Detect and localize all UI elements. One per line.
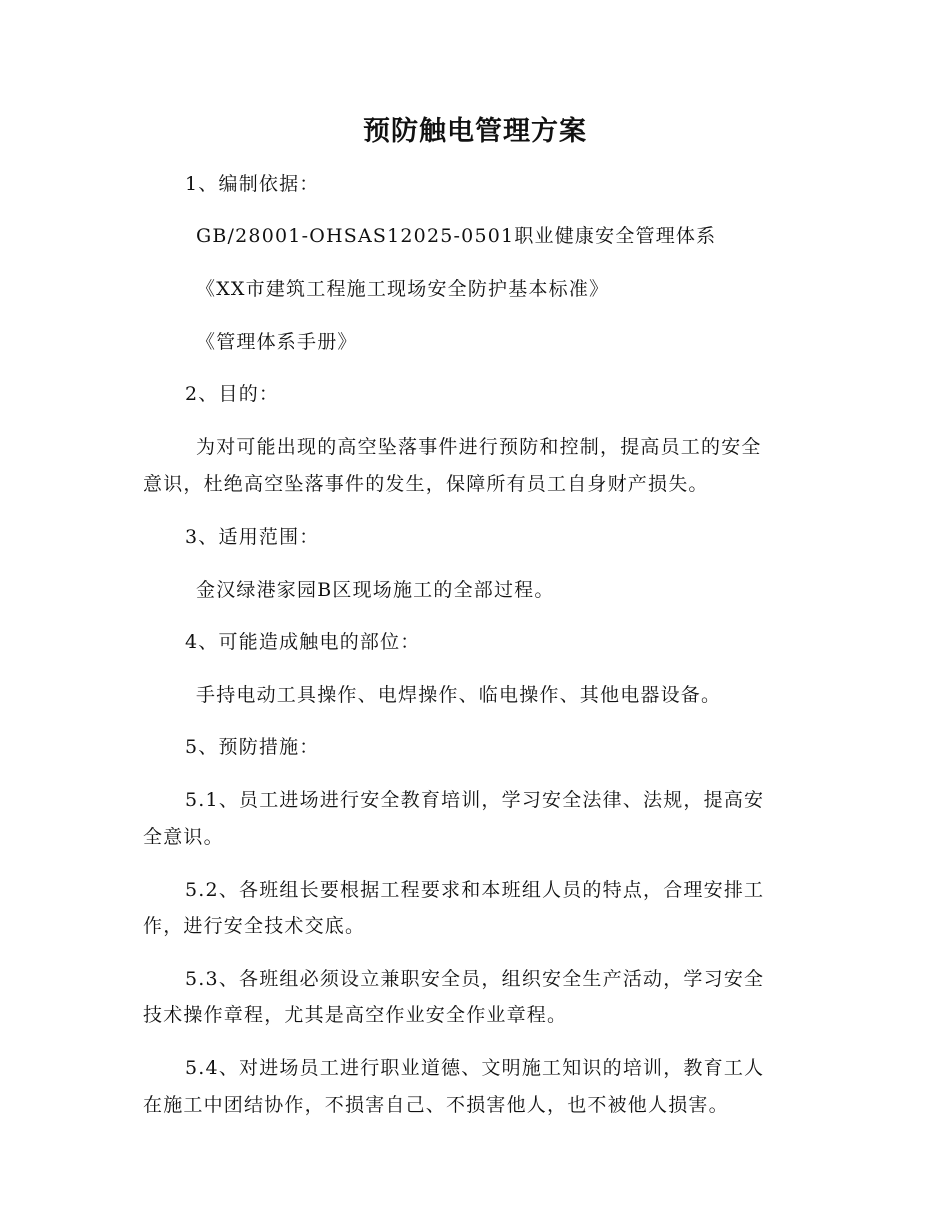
basis-standard-2: 《XX市建筑工程施工现场安全防护基本标准》 <box>196 278 610 300</box>
section-heading-purpose: 2、目的： <box>185 383 280 405</box>
section-heading-hazard-areas: 4、可能造成触电的部位： <box>185 631 421 653</box>
basis-standard-1: GB/28001-OHSAS12025-0501职业健康安全管理体系 <box>196 225 717 247</box>
measure-5-1-line-2: 全意识。 <box>143 826 224 848</box>
scope-text: 金汉绿港家园B区现场施工的全部过程。 <box>196 579 555 601</box>
measure-5-1-line-1: 5.1、员工进场进行安全教育培训，学习安全法律、法规，提高安 <box>185 789 765 811</box>
measure-5-3-line-1: 5.3、各班组必须设立兼职安全员，组织安全生产活动，学习安全 <box>185 968 765 990</box>
purpose-text-line-2: 意识，杜绝高空坠落事件的发生，保障所有员工自身财产损失。 <box>143 473 709 495</box>
section-heading-scope: 3、适用范围： <box>185 526 320 548</box>
measure-5-4-line-1: 5.4、对进场员工进行职业道德、文明施工知识的培训，教育工人 <box>185 1057 765 1079</box>
measure-5-4-line-2: 在施工中团结协作，不损害自己、不损害他人，也不被他人损害。 <box>143 1094 729 1116</box>
section-heading-basis: 1、编制依据： <box>185 173 320 195</box>
purpose-text-line-1: 为对可能出现的高空坠落事件进行预防和控制，提高员工的安全 <box>196 436 762 458</box>
measure-5-2-line-1: 5.2、各班组长要根据工程要求和本班组人员的特点，合理安排工 <box>185 879 765 901</box>
hazard-areas-text: 手持电动工具操作、电焊操作、临电操作、其他电器设备。 <box>196 684 722 706</box>
measure-5-3-line-2: 技术操作章程，尤其是高空作业安全作业章程。 <box>143 1004 568 1026</box>
section-heading-measures: 5、预防措施： <box>185 736 320 758</box>
measure-5-2-line-2: 作，进行安全技术交底。 <box>143 915 366 937</box>
basis-standard-3: 《管理体系手册》 <box>196 331 358 353</box>
page-title: 预防触电管理方案 <box>363 116 587 147</box>
